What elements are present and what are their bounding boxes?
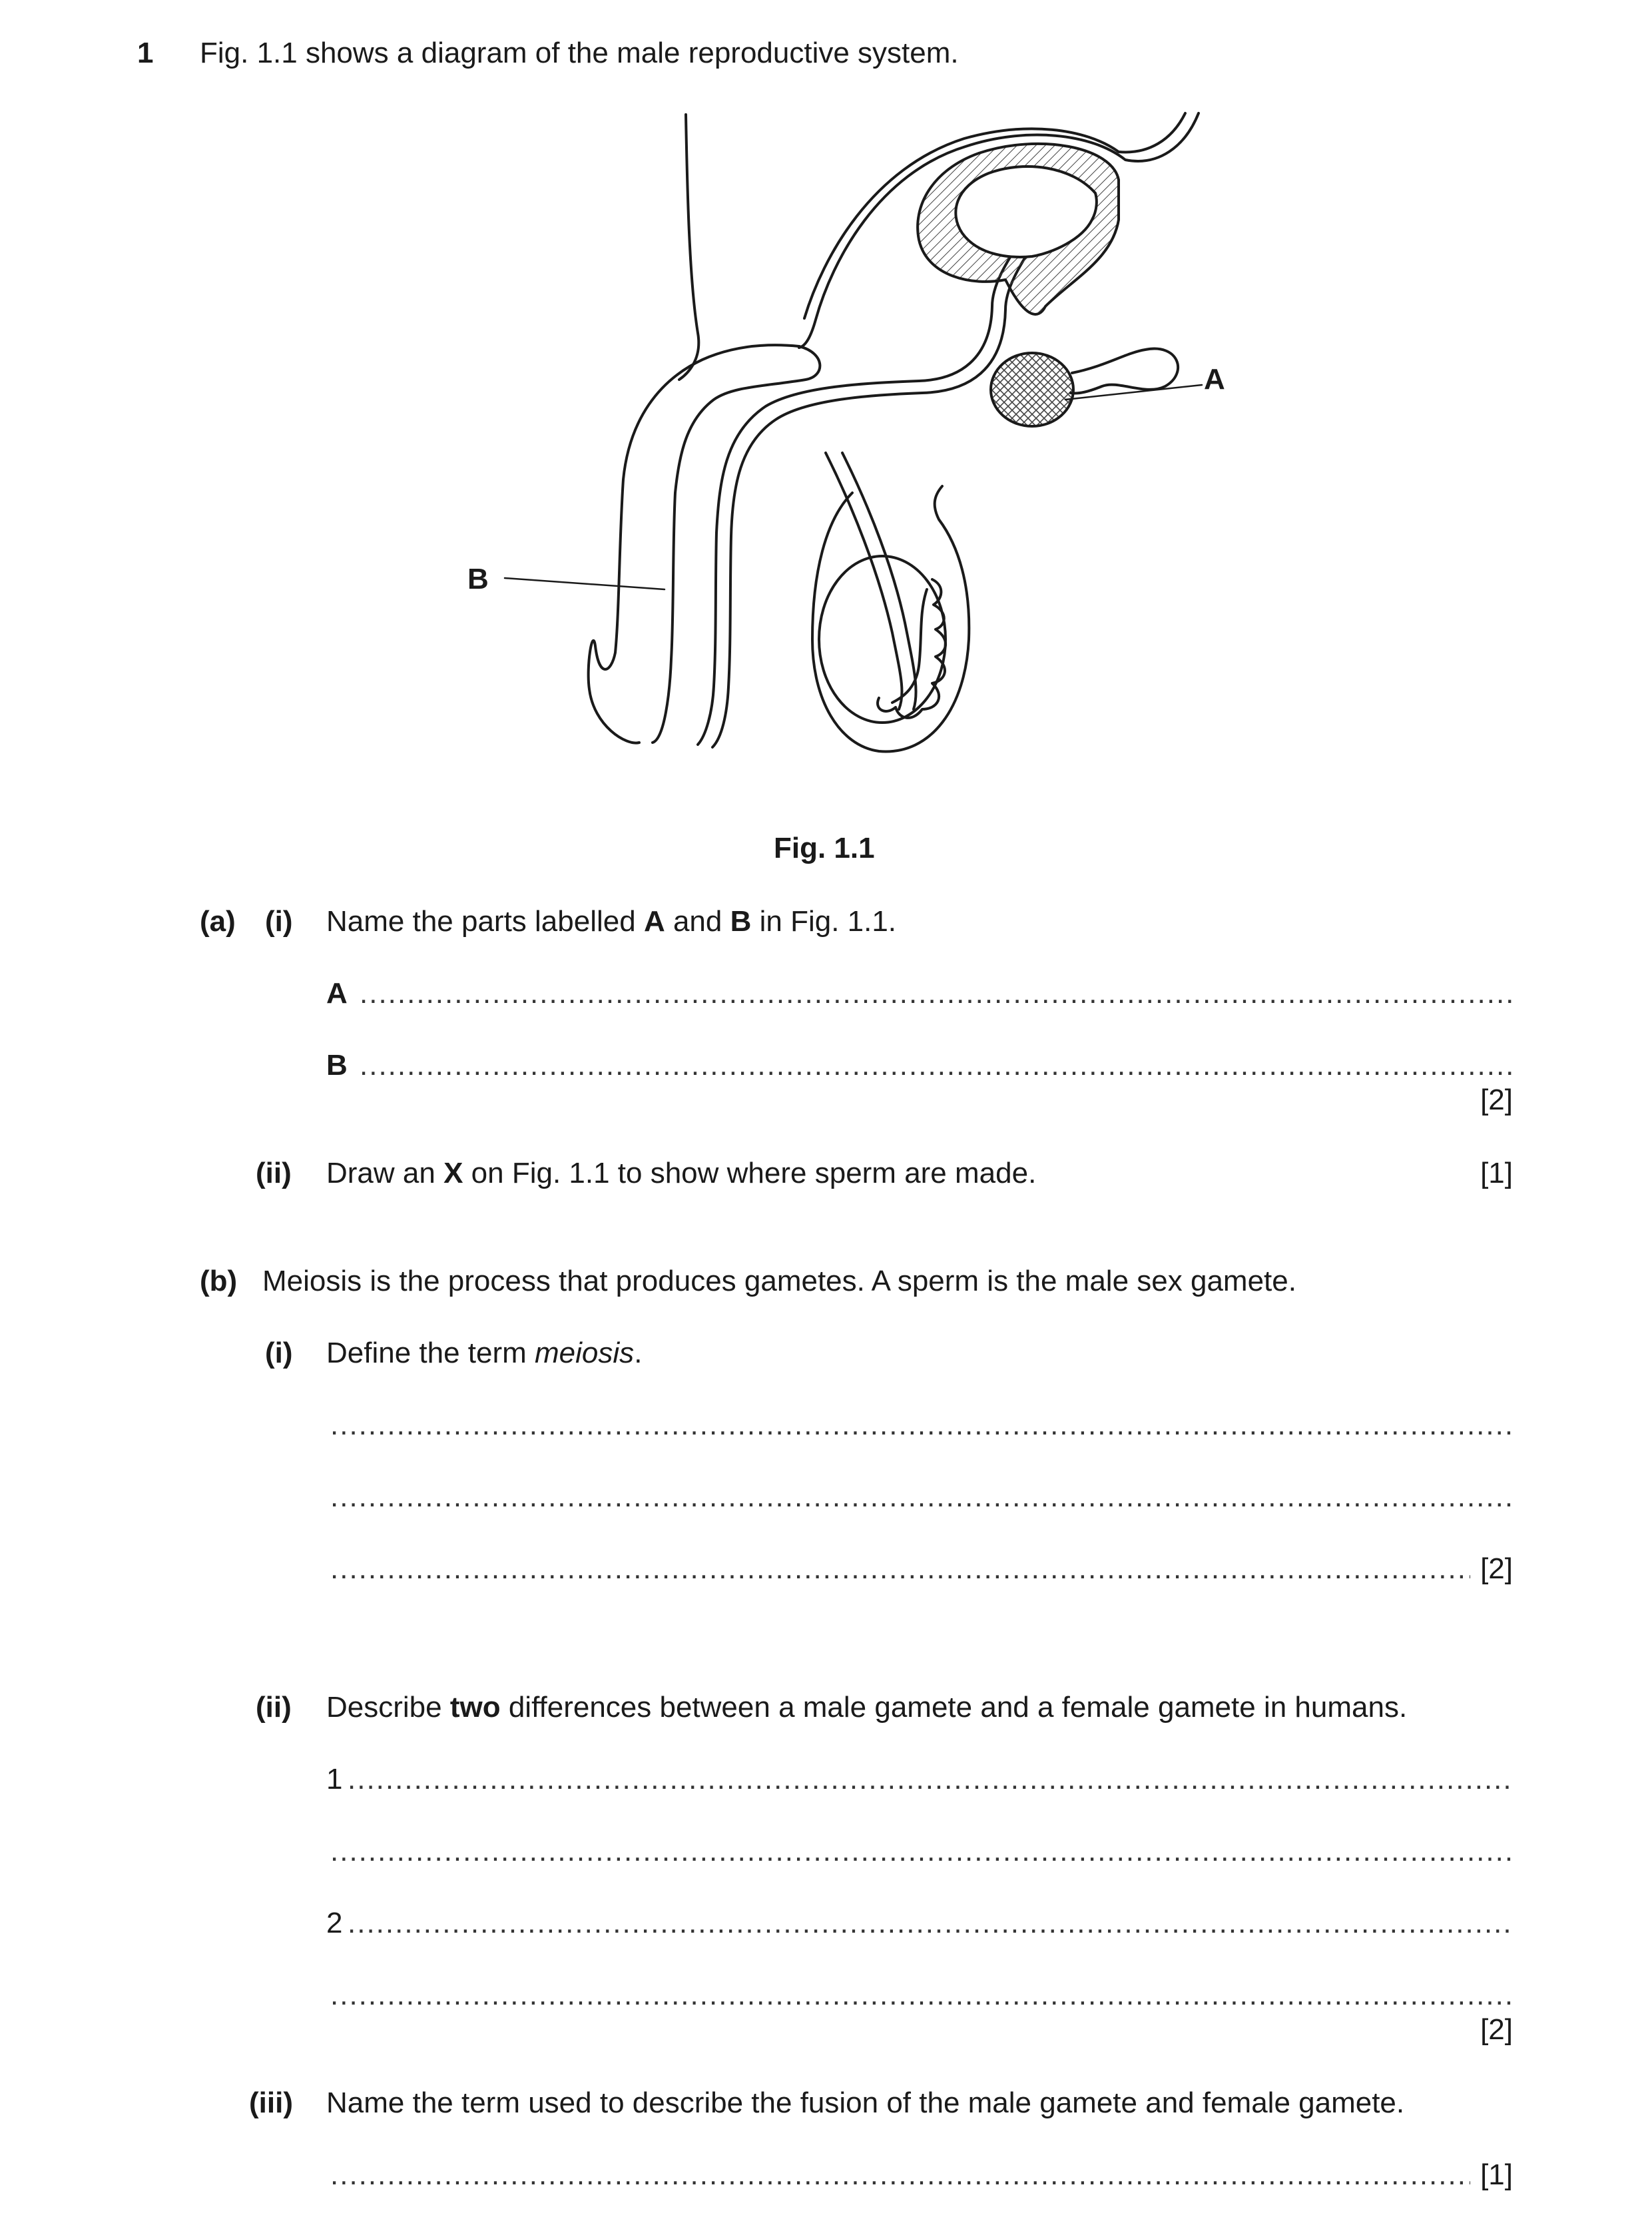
answer-b-label: B — [326, 1049, 348, 1082]
part-a-ii-label: (ii) — [256, 1157, 292, 1189]
marks-a-i: [2] — [1480, 1084, 1513, 1116]
answer-difference-1-line-2[interactable] — [330, 1834, 1512, 1869]
epididymis — [878, 579, 946, 718]
answer-b-line[interactable] — [360, 1048, 1512, 1083]
leader-line-b — [505, 578, 665, 589]
part-a-i-label: (i) — [265, 905, 293, 938]
difference-1-number: 1 — [326, 1763, 343, 1795]
figure-caption: Fig. 1.1 — [774, 832, 875, 864]
label-a: A — [1204, 363, 1225, 396]
male-reproductive-system-diagram[interactable] — [453, 107, 1225, 759]
marks-a-ii: [1] — [1480, 1157, 1513, 1189]
part-b-i-label: (i) — [265, 1337, 293, 1369]
seminal-vesicle — [1071, 349, 1178, 394]
answer-a-label: A — [326, 977, 348, 1010]
prostate-gland — [991, 353, 1073, 426]
answer-difference-2-line-2[interactable] — [330, 1978, 1512, 2013]
marks-b-iii: [1] — [1480, 2158, 1513, 2191]
part-b-iii-label: (iii) — [249, 2086, 293, 2119]
part-b-label: (b) — [200, 1265, 238, 1297]
answer-b-i-line-2[interactable] — [330, 1480, 1512, 1514]
part-b-ii-label: (ii) — [256, 1691, 292, 1724]
difference-2-number: 2 — [326, 1907, 343, 1939]
part-a-ii-question: Draw an X on Fig. 1.1 to show where sperm are made. — [326, 1157, 1037, 1189]
question-intro: Fig. 1.1 shows a diagram of the male reproductive system. — [200, 37, 959, 69]
part-b-i-question: Define the term meiosis. — [326, 1337, 643, 1369]
testis — [819, 556, 946, 723]
marks-b-ii: [2] — [1480, 2013, 1513, 2046]
label-b: B — [467, 563, 489, 595]
part-b-iii-question: Name the term used to describe the fusion of the male gamete and female gamete. — [326, 2086, 1405, 2119]
question-number: 1 — [137, 37, 154, 69]
part-b-ii-question: Describe two differences between a male gamete and a female gamete in humans. — [326, 1691, 1408, 1724]
marks-b-i: [2] — [1480, 1552, 1513, 1585]
part-a-i-question: Name the parts labelled A and B in Fig. 1.1. — [326, 905, 897, 938]
answer-difference-1-line-1[interactable] — [348, 1762, 1512, 1797]
abdomen-outline — [679, 115, 698, 380]
part-b-stem: Meiosis is the process that produces gametes. A sperm is the male sex gamete. — [262, 1265, 1296, 1297]
answer-a-line[interactable] — [360, 976, 1512, 1011]
answer-difference-2-line-1[interactable] — [348, 1906, 1512, 1941]
part-a-label: (a) — [200, 905, 236, 938]
answer-b-i-line-1[interactable] — [330, 1408, 1512, 1442]
answer-b-iii-line[interactable] — [330, 2158, 1470, 2192]
answer-b-i-line-3[interactable] — [330, 1552, 1470, 1586]
